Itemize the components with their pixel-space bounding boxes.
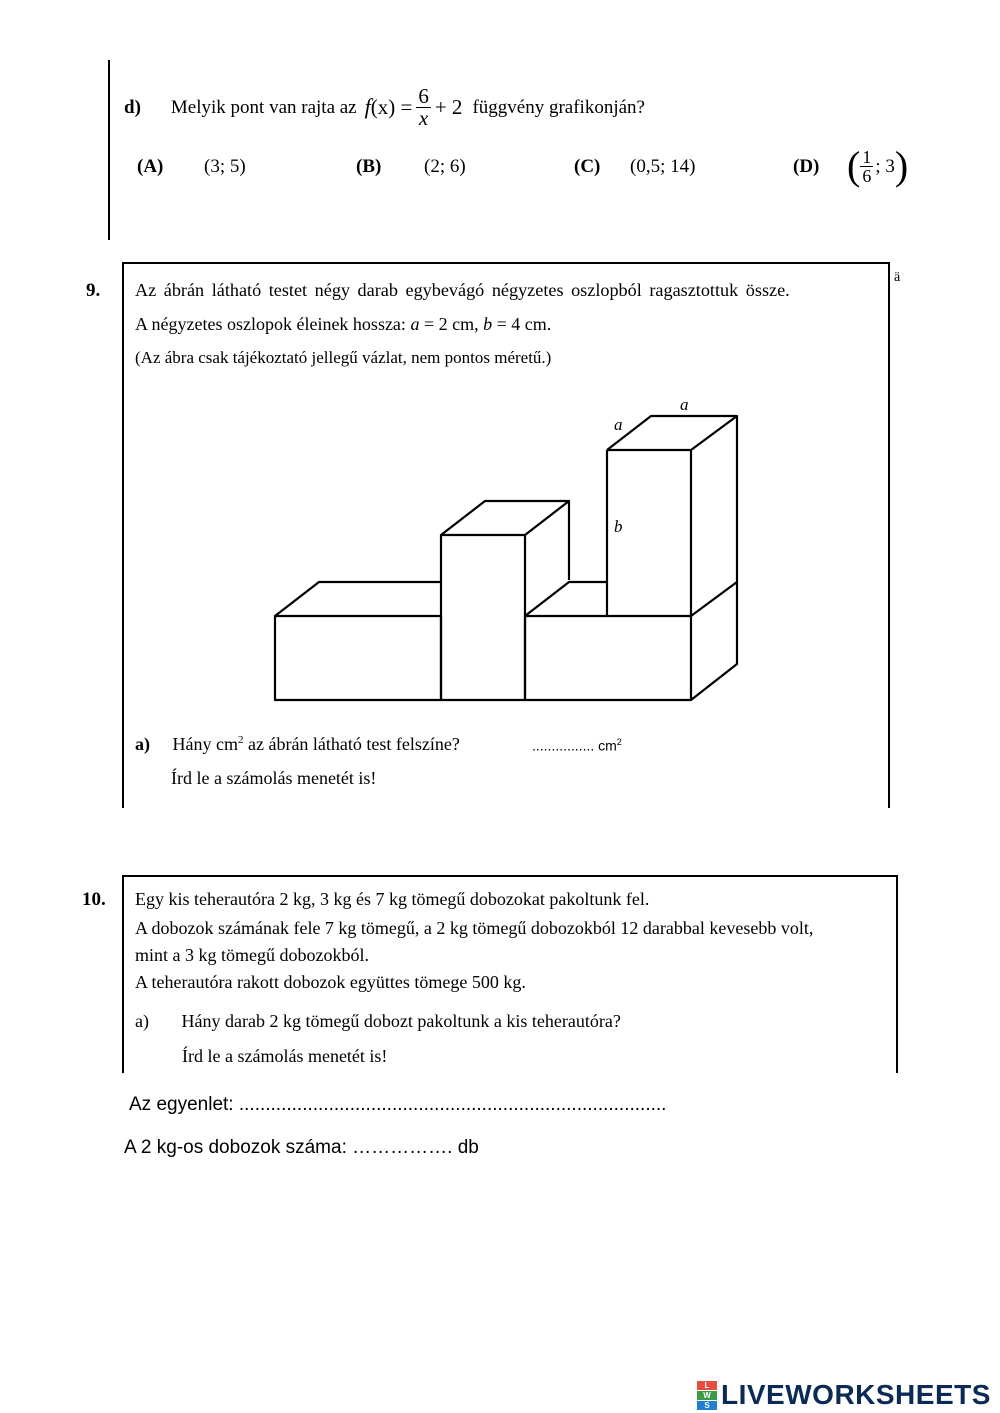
count-input[interactable]: …………….	[352, 1137, 453, 1158]
option-b[interactable]	[356, 157, 381, 176]
task9-part-a	[135, 735, 460, 753]
task9-answer-blank: ................	[532, 737, 595, 754]
function-name: f	[364, 94, 371, 119]
task10-part-a	[135, 1012, 621, 1030]
task10-line1: Egy kis teherautóra 2 kg, 3 kg és 7 kg tömegű dobozokat pakoltunk fel.	[135, 889, 650, 909]
task9-part-a-note: Írd le a számolás menetét is!	[171, 768, 377, 788]
task10-line2: A dobozok számának fele 7 kg tömegű, a 2 kg tömegű dobozokból 12 darabbal kevesebb volt,	[135, 918, 814, 938]
task9-box-left	[122, 262, 124, 808]
question-d-line	[124, 82, 645, 132]
logo-icon-w: W	[697, 1391, 717, 1400]
label-a-top: a	[680, 395, 689, 414]
equation-label: Az egyenlet:	[129, 1094, 234, 1115]
prism-bottom-right	[525, 582, 737, 700]
question-d-text-before: Melyik pont van rajta az	[170, 96, 357, 118]
question-d-letter: d)	[124, 96, 141, 118]
option-c-label: (C)	[574, 156, 601, 177]
option-d-denominator: 6	[862, 165, 872, 186]
task9-part-a-question-post: az ábrán látható test felszíne?	[247, 734, 460, 754]
task9-box-top	[122, 262, 889, 264]
task10-line4: A teherautóra rakott dobozok együttes tömege 500 kg.	[135, 972, 526, 992]
logo-icon-l: L	[697, 1381, 717, 1390]
function-constant: + 2	[434, 94, 463, 119]
function-argument: (x) =	[370, 94, 413, 119]
option-c-value: (0,5; 14)	[630, 156, 696, 177]
option-a[interactable]	[137, 157, 163, 176]
option-b-label: (B)	[356, 156, 382, 177]
prism-figure	[260, 390, 760, 720]
liveworksheets-logo[interactable]	[697, 1378, 991, 1412]
option-d-tail: ; 3	[875, 155, 895, 177]
option-d[interactable]	[793, 157, 819, 176]
task10-box-left	[122, 875, 124, 1073]
label-b: b	[614, 517, 623, 536]
task9-part-a-letter: a)	[135, 734, 150, 754]
fraction-denominator: x	[416, 107, 431, 129]
task9-margin-mark: ä	[894, 270, 901, 285]
prism-middle-tall	[441, 501, 569, 700]
task9-box-right	[888, 262, 890, 808]
equation-input[interactable]: .................................................................................	[238, 1094, 667, 1115]
function-fraction	[416, 83, 431, 130]
task9-line3: (Az ábra csak tájékoztató jellegű vázlat, nem pontos méretű.)	[135, 348, 552, 367]
close-paren: )	[894, 143, 909, 188]
count-label: A 2 kg-os dobozok száma:	[124, 1137, 347, 1158]
question-d-text-after: függvény grafikonján?	[472, 96, 645, 118]
task10-part-a-note: Írd le a számolás menetét is!	[182, 1046, 388, 1066]
task9-line2: A négyzetes oszlopok éleinek hossza: a = 2 cm, b = 4 cm.	[135, 314, 552, 334]
equation-row	[129, 1094, 666, 1116]
task10-part-a-question: Hány darab 2 kg tömegű dobozt pakoltunk a kis teherautóra?	[181, 1011, 621, 1031]
option-d-value	[847, 138, 908, 194]
left-border-line-d	[108, 60, 110, 240]
task10-box-top	[122, 875, 897, 877]
count-unit: db	[457, 1137, 479, 1158]
option-d-numerator: 1	[862, 146, 872, 167]
task9-part-a-question-sup: 2	[237, 734, 244, 746]
task9-answer-unit-sup: 2	[616, 737, 622, 747]
option-a-value: (3; 5)	[204, 156, 246, 177]
task10-line3: mint a 3 kg tömegű dobozokból.	[135, 945, 369, 965]
prism-right-tall	[607, 416, 737, 616]
option-d-fraction	[860, 148, 873, 185]
task10-part-a-letter: a)	[135, 1011, 149, 1031]
count-row	[124, 1137, 479, 1159]
logo-text: LIVEWORKSHEETS	[721, 1379, 991, 1410]
logo-icon-s: S	[697, 1401, 717, 1410]
label-a-side: a	[614, 415, 623, 434]
prism-bottom-left	[275, 582, 441, 700]
option-a-label: (A)	[137, 156, 164, 177]
task9-answer-field[interactable]	[532, 737, 622, 754]
task10-box-right	[896, 875, 898, 1073]
task9-number: 9.	[86, 280, 101, 301]
option-b-value: (2; 6)	[424, 156, 466, 177]
task10-number: 10.	[82, 889, 106, 910]
task9-part-a-question-pre: Hány cm	[172, 734, 238, 754]
option-c[interactable]	[574, 157, 600, 176]
task9-line1: Az ábrán látható testet négy darab egybevágó négyzetes oszlopból ragasztottuk össze.	[135, 280, 790, 300]
fraction-numerator: 6	[418, 83, 429, 108]
option-d-label: (D)	[793, 156, 820, 177]
logo-icon	[697, 1381, 717, 1410]
open-paren: (	[847, 143, 861, 188]
task9-answer-unit: cm	[598, 737, 617, 754]
